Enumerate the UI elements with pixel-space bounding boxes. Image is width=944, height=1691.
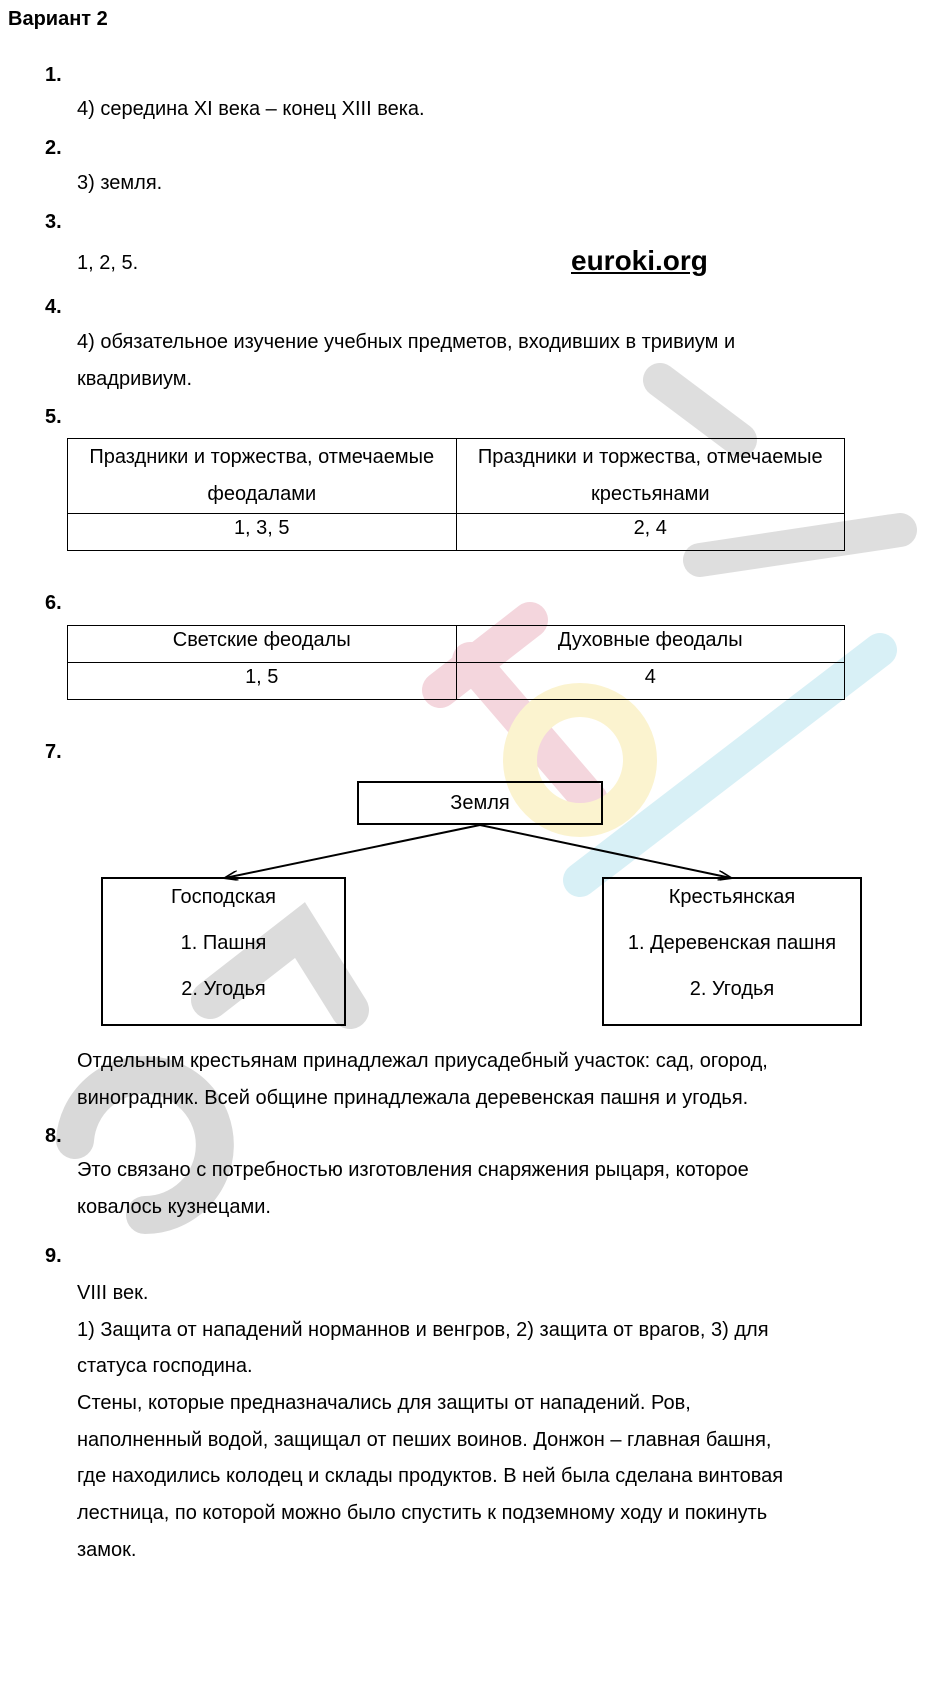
question-number-3: 3.	[45, 211, 62, 233]
diagram-lord-title: Господская	[171, 886, 276, 908]
diagram-lord-box	[101, 877, 346, 1026]
diagram-peasant-item-2: 2. Угодья	[689, 978, 775, 1000]
page-title: Вариант 2	[8, 8, 108, 30]
brand-link[interactable]: euroki.org	[571, 245, 708, 276]
answer-8-line-1: Это связано с потребностью изготовления снаряжения рыцаря, которое	[77, 1159, 749, 1181]
answer-9-line-3: статуса господина.	[77, 1355, 253, 1377]
header-peasants-line-2: крестьянами	[591, 483, 710, 505]
answer-3: 1, 2, 5.	[77, 252, 139, 274]
answer-7-note-line-2: виноградник. Всей общине принадлежала деревенская пашня и угодья.	[77, 1087, 749, 1109]
answer-7-note-line-1: Отдельным крестьянам принадлежал приусадебный участок: сад, огород,	[77, 1050, 768, 1072]
answer-9-line-1: VIII век.	[77, 1282, 149, 1304]
header-peasants-line-1: Праздники и торжества, отмечаемые	[477, 446, 823, 468]
answer-8-line-2: ковалось кузнецами.	[77, 1196, 271, 1218]
question-number-8: 8.	[45, 1125, 62, 1147]
question-number-7: 7.	[45, 741, 62, 763]
answer-2: 3) земля.	[77, 172, 163, 194]
diagram-peasant-box	[602, 877, 862, 1026]
question-number-2: 2.	[45, 137, 62, 159]
diagram-lord-item-1: 1. Пашня	[180, 932, 267, 954]
diagram-lord-item-2: 2. Угодья	[181, 978, 266, 1000]
table-feudals-value-clergy: 4	[456, 663, 845, 700]
question-number-9: 9.	[45, 1245, 62, 1267]
arrow-to-lord	[225, 825, 480, 878]
question-number-5: 5.	[45, 406, 62, 428]
answer-9-line-5: наполненный водой, защищал от пеших воинов. Донжон – главная башня,	[77, 1429, 772, 1451]
diagram-root-label: Земля	[450, 792, 510, 814]
answer-9-line-7: лестница, по которой можно было спустить к подземному ходу и покинуть	[77, 1502, 768, 1524]
answer-9-line-6: где находились колодец и склады продуктов. В ней была сделана винтовая	[77, 1465, 784, 1487]
answer-1: 4) середина XI века – конец XIII века.	[77, 98, 425, 120]
table-feudals-value-secular: 1, 5	[68, 663, 457, 700]
answer-9-line-2: 1) Защита от нападений норманнов и венгров, 2) защита от врагов, 3) для	[77, 1319, 769, 1341]
question-number-4: 4.	[45, 296, 62, 318]
answer-4-line-1: 4) обязательное изучение учебных предметов, входивших в тривиум и	[77, 331, 736, 353]
table-holidays-value-peasants: 2, 4	[456, 514, 845, 551]
table-feudals-header-clergy: Духовные феодалы	[456, 626, 845, 663]
question-number-6: 6.	[45, 592, 62, 614]
answer-4-line-2: квадривиум.	[77, 368, 193, 390]
table-feudals-header-secular: Светские феодалы	[68, 626, 457, 663]
header-feudal-line-1: Праздники и торжества, отмечаемые	[89, 446, 435, 468]
diagram-root-box	[357, 781, 603, 825]
header-feudal-line-2: феодалами	[207, 483, 317, 505]
answer-9-line-8: замок.	[77, 1539, 137, 1561]
table-holidays-value-feudal: 1, 3, 5	[68, 514, 457, 551]
diagram-peasant-item-1: 1. Деревенская пашня	[627, 932, 837, 954]
arrow-to-peasant	[480, 825, 731, 878]
question-number-1: 1.	[45, 64, 62, 86]
diagram-peasant-title: Крестьянская	[668, 886, 796, 908]
answer-9-line-4: Стены, которые предназначались для защиты от нападений. Ров,	[77, 1392, 691, 1414]
